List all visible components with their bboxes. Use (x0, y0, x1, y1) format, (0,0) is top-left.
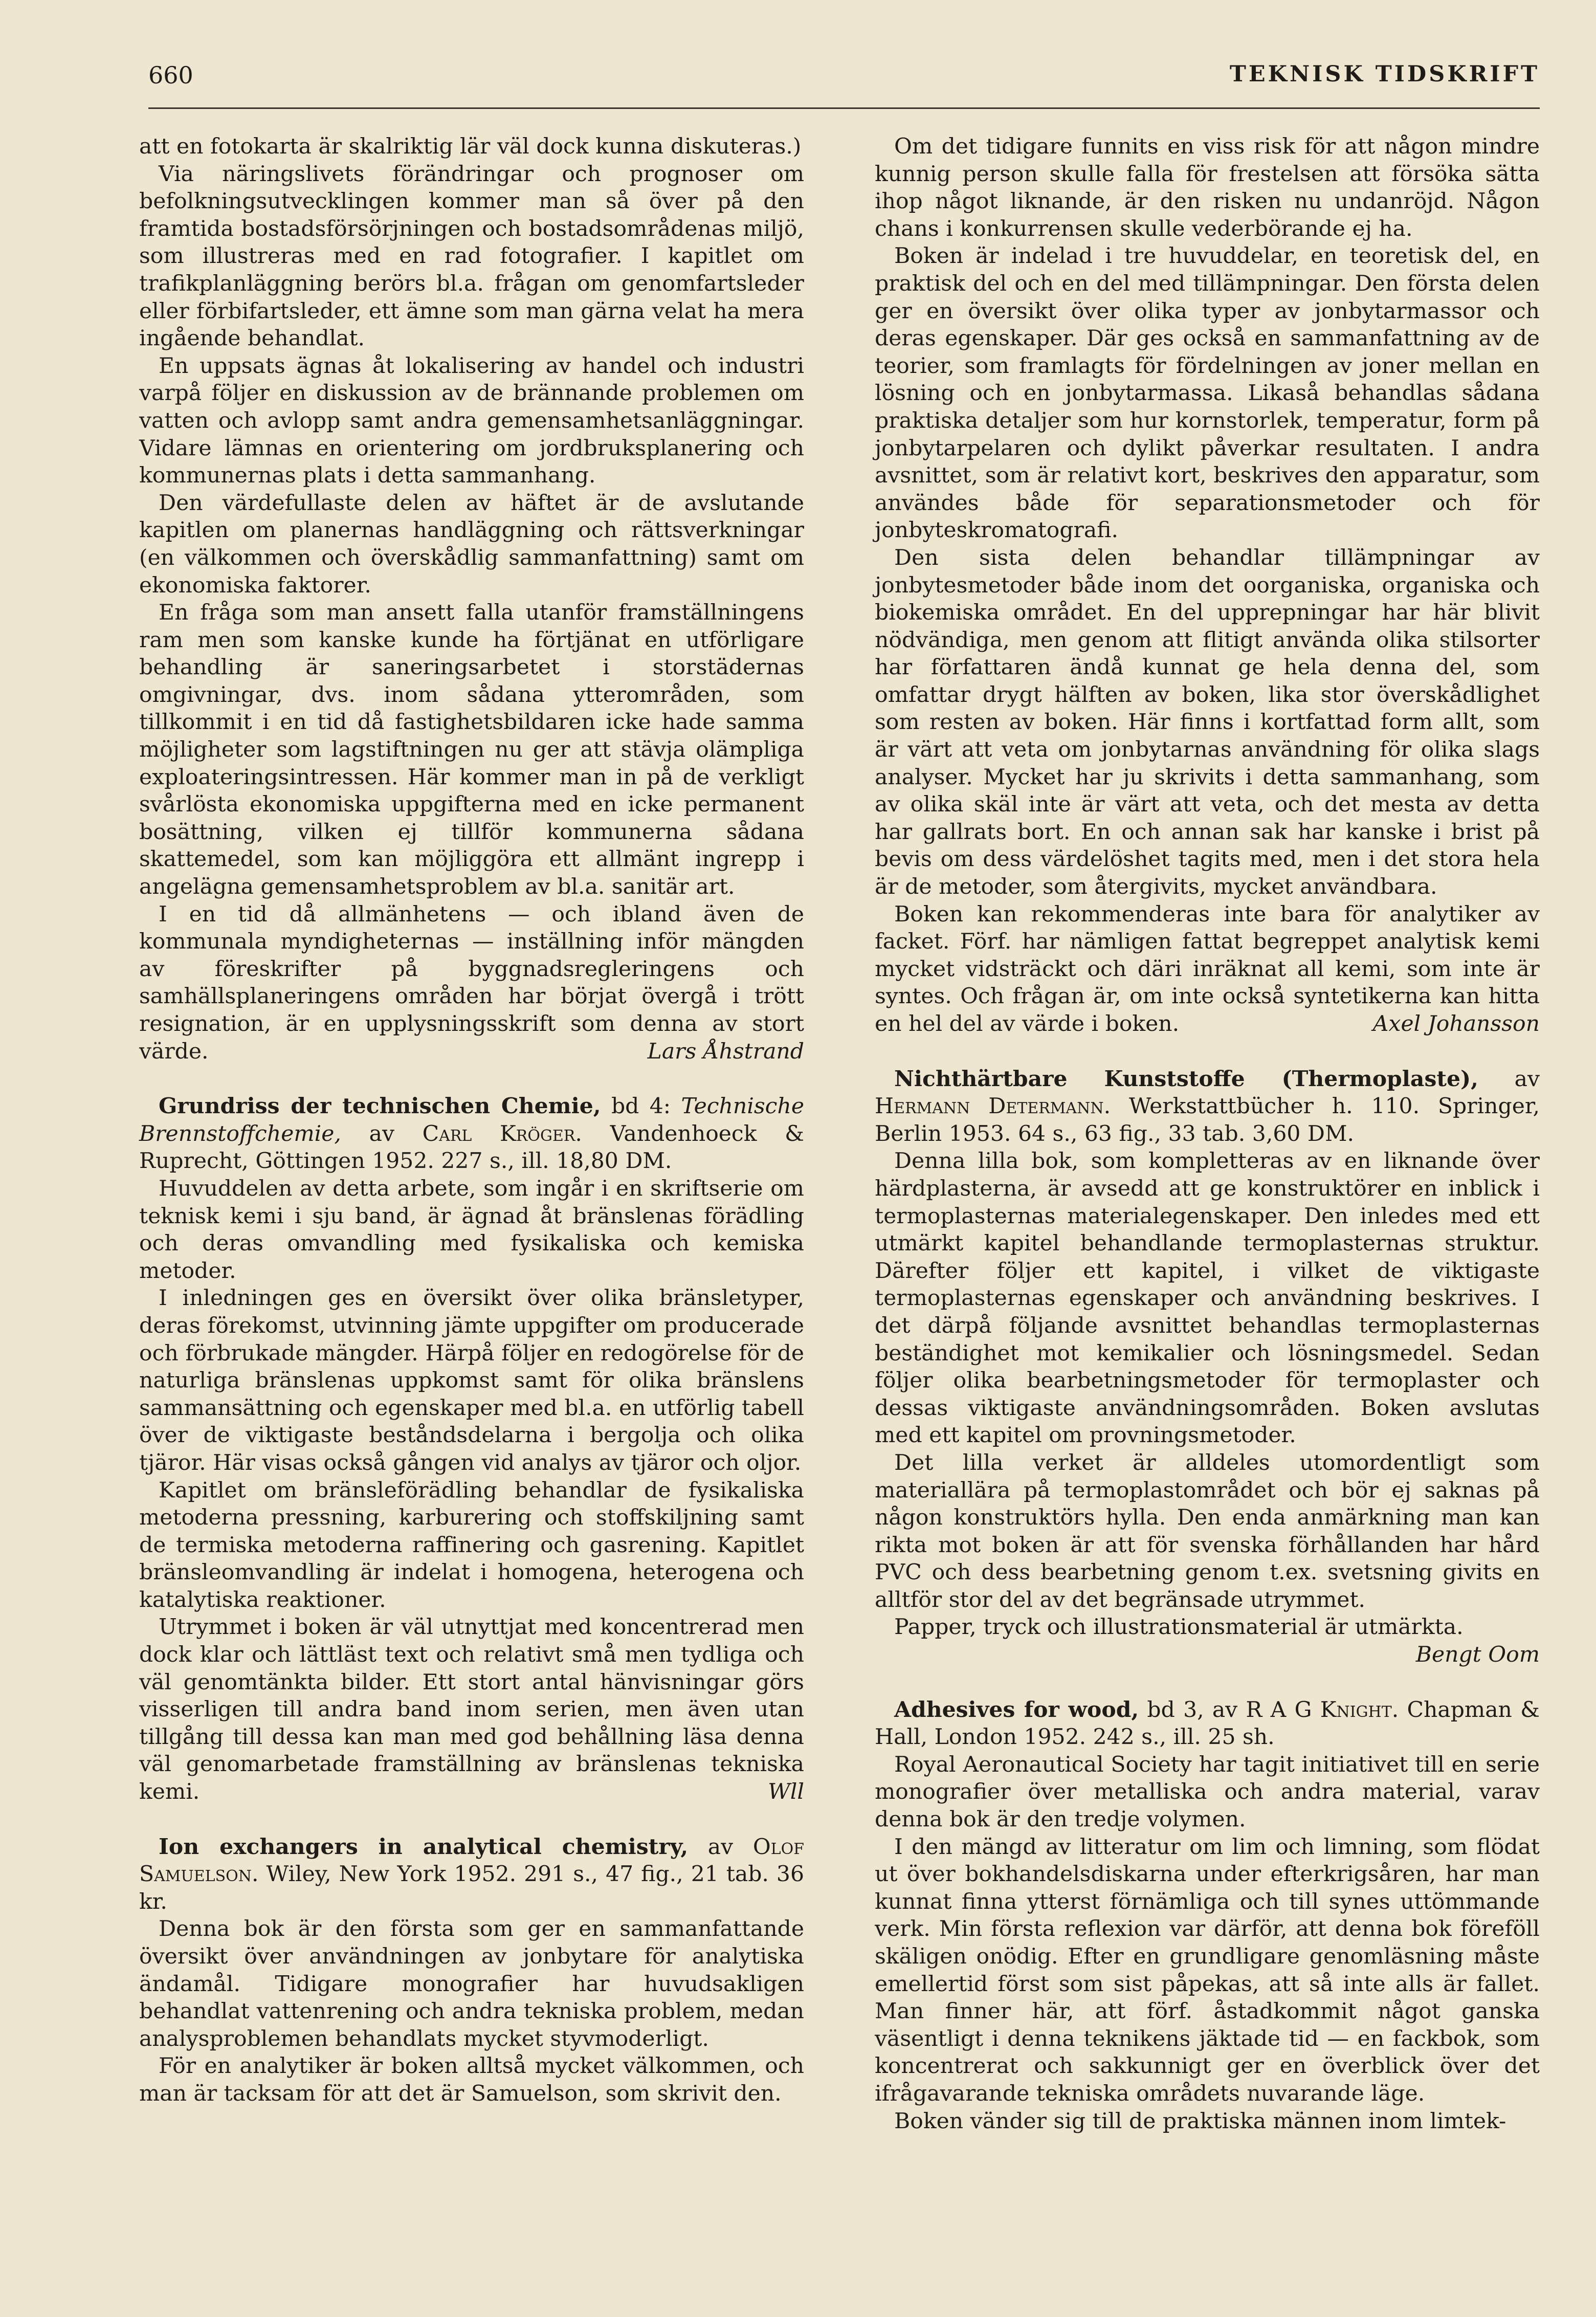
paragraph: Det lilla verket är alldeles utomordentligt som materiallära på termoplastområdet och bör ej saknas på någon konstruktörs hylla. Den enda anmärkning man kan rikta mot boken är att för svenska förhållanden har hård PVC och dess bearbetning genom t.ex. svetsning givits en alltför stor del av det begränsade utrymmet. (875, 1450, 1540, 1613)
book-author: R A G Knight (1246, 1697, 1392, 1723)
review-signature: Axel Johansson (1372, 1011, 1540, 1036)
right-column (875, 133, 1540, 2135)
review-heading (875, 1066, 1540, 1148)
review-ion-exchangers-continued (875, 133, 1540, 1038)
review-heading (139, 1093, 804, 1175)
paragraph-text: Utrymmet i boken är väl utnyttjat med koncentrerad men dock klar och lättläst text och relativt små men tydliga och väl genomtänkta bilder. Ett stort antal hänvisningar görs visserligen till andra band inom serien, men även utan tillgång till dessa kan man med god behållning läsa denna väl genomarbetade framställning av bränslenas tekniska kemi. (139, 1615, 804, 1805)
book-title: Grundriss der technischen Chemie, (159, 1093, 601, 1119)
paragraph: Huvuddelen av detta arbete, som ingår i en skriftserie om teknisk kemi i sju band, är ägnad åt bränslenas förädling och deras omvandling med fysikaliska och kemiska metoder. (139, 1176, 804, 1284)
paragraph: Om det tidigare funnits en viss risk för att någon mindre kunnig person skulle falla för frestelsen att försöka sätta ihop något liknande, är den risken nu undanröjd. Någon chans i konkurrensen skulle vederbörande ej ha. (875, 134, 1540, 241)
paragraph: att en fotokarta är skalriktig lär väl dock kunna diskuteras.) (139, 134, 802, 159)
paragraph: Royal Aeronautical Society har tagit initiativet till en serie monografier över metalliska och andra material, varav denna bok är den tredje volymen. (875, 1752, 1540, 1833)
paragraph: En uppsats ägnas åt lokalisering av handel och industri varpå följer en diskussion av de brännande problemen om vatten och avlopp samt andra gemensamhetsanläggningar. Vidare lämnas en orientering om jordbruksplanering och kommunernas plats i detta sammanhang. (139, 353, 804, 489)
review-signature: Bengt Oom (1415, 1642, 1540, 1668)
review-grundriss (139, 1093, 804, 1805)
journal-title: TEKNISK TIDSKRIFT (1229, 61, 1540, 87)
by-text: av (341, 1121, 423, 1146)
paragraph: Denna bok är den första som ger en sammanfattande översikt över användningen av jonbytare för analytiska ändamål. Tidigare monografier har huvudsakligen behandlat vattenrening och andra tekniska problem, medan analysproblemen behandlats mycket styvmoderligt. (139, 1916, 804, 2051)
volume-info: bd 3, av (1139, 1697, 1246, 1723)
paragraph: För en analytiker är boken alltså mycket välkommen, och man är tacksam för att det är Samuelson, som skrivit den. (139, 2054, 804, 2106)
paragraph: I inledningen ges en översikt över olika bränsletyper, deras förekomst, utvinning jämte uppgifter om producerade och förbrukade mängder. Härpå följer en redogörelse för de naturliga bränslenas uppkomst samt för olika bränslens sammansättning och egenskaper med bl.a. en utförlig tabell över de viktigaste beståndsdelarna i bergolja och olika tjäror. Här visas också gången vid analys av tjäror och oljor. (139, 1286, 804, 1475)
paragraph (875, 901, 1540, 1038)
by-text: av (688, 1834, 753, 1860)
book-author: Carl Kröger (422, 1121, 575, 1146)
publication-details: . Vandenhoeck & Ruprecht, Göttingen 1952. 227 s., ill. 18,80 DM. (139, 1121, 804, 1174)
volume-info: bd 4: (601, 1094, 681, 1119)
review-ion-exchangers (139, 1834, 804, 2108)
review-heading (139, 1834, 804, 1916)
left-column (139, 133, 804, 2108)
review-continuation-planning (139, 133, 804, 1065)
book-title: Ion exchangers in analytical chemistry, (159, 1834, 689, 1860)
review-signature: Wll (768, 1779, 804, 1805)
paragraph: I den mängd av litteratur om lim och limning, som flödat ut över bokhandelsdiskarna under efterkrigsåren, har man kunnat finna ytterst förnämliga och till synes uttömmande verk. Min första reflexion var därför, att denna bok föreföll skäligen onödig. Efter en grundligare genomläsning måste emellertid först som sist påpekas, att så inte alls är fallet. Man finner här, att förf. åstadkommit något ganska väsentligt i denna teknikens jäktade tid — en fackbok, som koncentrerat och sakkunnigt ger en överblick över det ifrågavarande tekniska områdets nuvarande läge. (875, 1834, 1540, 2106)
page-header (148, 51, 1540, 109)
publication-details: . Werkstattbücher h. 110. Springer, Berlin 1953. 64 s., 63 fig., 33 tab. 3,60 DM. (875, 1094, 1540, 1146)
review-thermoplaste (875, 1066, 1540, 1669)
book-subtitle: Technische Brennstoffchemie, (139, 1094, 804, 1146)
publication-details: . Wiley, New York 1952. 291 s., 47 fig., 21 tab. 36 kr. (139, 1862, 804, 1914)
review-signature: Lars Åhstrand (647, 1039, 804, 1064)
book-author: Olof Samuelson (139, 1834, 804, 1887)
paragraph: Kapitlet om bränsleförädling behandlar de fysikaliska metoderna pressning, karburering och stoffskiljning samt de termiska metoderna raffinering och gasrening. Kapitlet bränsleomvandling är indelat i homogena, heterogena och katalytiska reaktioner. (139, 1477, 804, 1613)
paragraph (139, 1614, 804, 1805)
book-author: Hermann Determann (875, 1094, 1104, 1119)
book-title: Adhesives for wood, (894, 1696, 1139, 1723)
book-title: Nichthärtbare Kunststoffe (Thermoplaste), (894, 1066, 1478, 1092)
paragraph: Den värdefullaste delen av häftet är de avslutande kapitlen om planernas handläggning och rättsverkningar (en välkommen och överskådlig sammanfattning) samt om ekonomiska faktorer. (139, 490, 804, 598)
review-adhesives (875, 1696, 1540, 2135)
review-heading (875, 1696, 1540, 1751)
by-text: av (1478, 1066, 1540, 1092)
paragraph: Boken är indelad i tre huvuddelar, en teoretisk del, en praktisk del och en del med tillämpningar. Den första delen ger en översikt över olika typer av jonbytarmassor och deras egenskaper. Där ges också en sammanfattning av de teorier, som framlagts för fördelningen av joner mellan en lösning och en jonbytarmassa. Likaså behandlas sådana praktiska detaljer som hur kornstorlek, temperatur, form på jonbytarpelaren och dylikt påverkar resultaten. I andra avsnittet, som är relativt kort, beskrives den apparatur, som användes både för separationsmetoder och för jonbyteskromatografi. (875, 244, 1540, 543)
paragraph-text: I en tid då allmänhetens — och ibland även de kommunala myndigheternas — inställning inför mängden av föreskrifter på byggnadsregleringens och samhällsplaneringens områden har börjat övergå i trött resignation, är en upplysningsskrift som denna av stort värde. (139, 901, 804, 1064)
paragraph: Via näringslivets förändringar och prognoser om befolkningsutvecklingen kommer man så över på den framtida bostadsförsörjningen och bostadsområdenas miljö, som illustreras med en rad fotografier. I kapitlet om trafikplanläggning berörs bl.a. frågan om genomfartsleder eller förbifartsleder, ett ämne som man gärna velat ha mera ingående behandlat. (139, 161, 804, 351)
paragraph-text: Boken kan rekommenderas inte bara för analytiker av facket. Förf. har nämligen fattat begreppet analytisk kemi mycket vidsträckt och däri inräknat all kemi, som inte är syntes. Och frågan är, om inte också syntetikerna kan hitta en hel del av värde i boken. (875, 901, 1540, 1036)
page-number: 660 (148, 61, 193, 89)
paragraph: Denna lilla bok, som kompletteras av en liknande över härdplasterna, är avsedd att ge konstruktörer en inblick i termoplasternas materialegenskaper. Den inledes med ett utmärkt kapitel behandlande termoplasternas struktur. Därefter följer ett kapitel, i vilket de viktigaste termoplasternas egenskaper och användning beskrives. I det därpå följande avsnittet behandlas termoplasternas beständighet mot kemikalier och lösningsmedel. Sedan följer olika bearbetningsmetoder för termoplaster och dessas viktigaste användningsområden. Boken avslutas med ett kapitel om provningsmetoder. (875, 1149, 1540, 1448)
publication-details: . Chapman & Hall, London 1952. 242 s., ill. 25 sh. (875, 1697, 1540, 1750)
paragraph (139, 901, 804, 1066)
paragraph: Boken vänder sig till de praktiska männen inom limtek- (894, 2108, 1506, 2134)
paragraph: Papper, tryck och illustrationsmaterial är utmärkta. (894, 1615, 1464, 1640)
paragraph: En fråga som man ansett falla utanför framställningens ram men som kanske kunde ha förtjänat en utförligare behandling är saneringsarbetet i storstädernas omgivningar, dvs. inom sådana ytterområden, som tillkommit i en tid då fastighetsbildaren icke hade samma möjligheter som lagstiftningen nu ger att stävja olämpliga exploateringsintressen. Här kommer man in på de verkligt svårlösta ekonomiska uppgifterna med en icke permanent bosättning, vilken ej tillför kommunerna sådana skattemedel, som kan möjliggöra ett allmänt ingrepp i angelägna gemensamhetsproblem av bl.a. sanitär art. (139, 600, 804, 900)
paragraph: Den sista delen behandlar tillämpningar av jonbytesmetoder både inom det oorganiska, organiska och biokemiska området. En del upprepningar har här blivit nödvändiga, men genom att flitigt använda olika stilsorter har författaren ändå kunnat ge hela denna del, som omfattar drygt hälften av boken, lika stor överskådlighet som resten av boken. Här finns i kortfattad form allt, som är värt att veta om jonbytarnas användning för olika slags analyser. Mycket har ju skrivits i detta sammanhang, som av olika skäl inte är värt att veta, och det mesta av detta har gallrats bort. En och annan sak har kanske i brist på bevis om dess värdelöshet tagits med, men i det stora hela är de metoder, som återgivits, mycket användbara. (875, 545, 1540, 900)
